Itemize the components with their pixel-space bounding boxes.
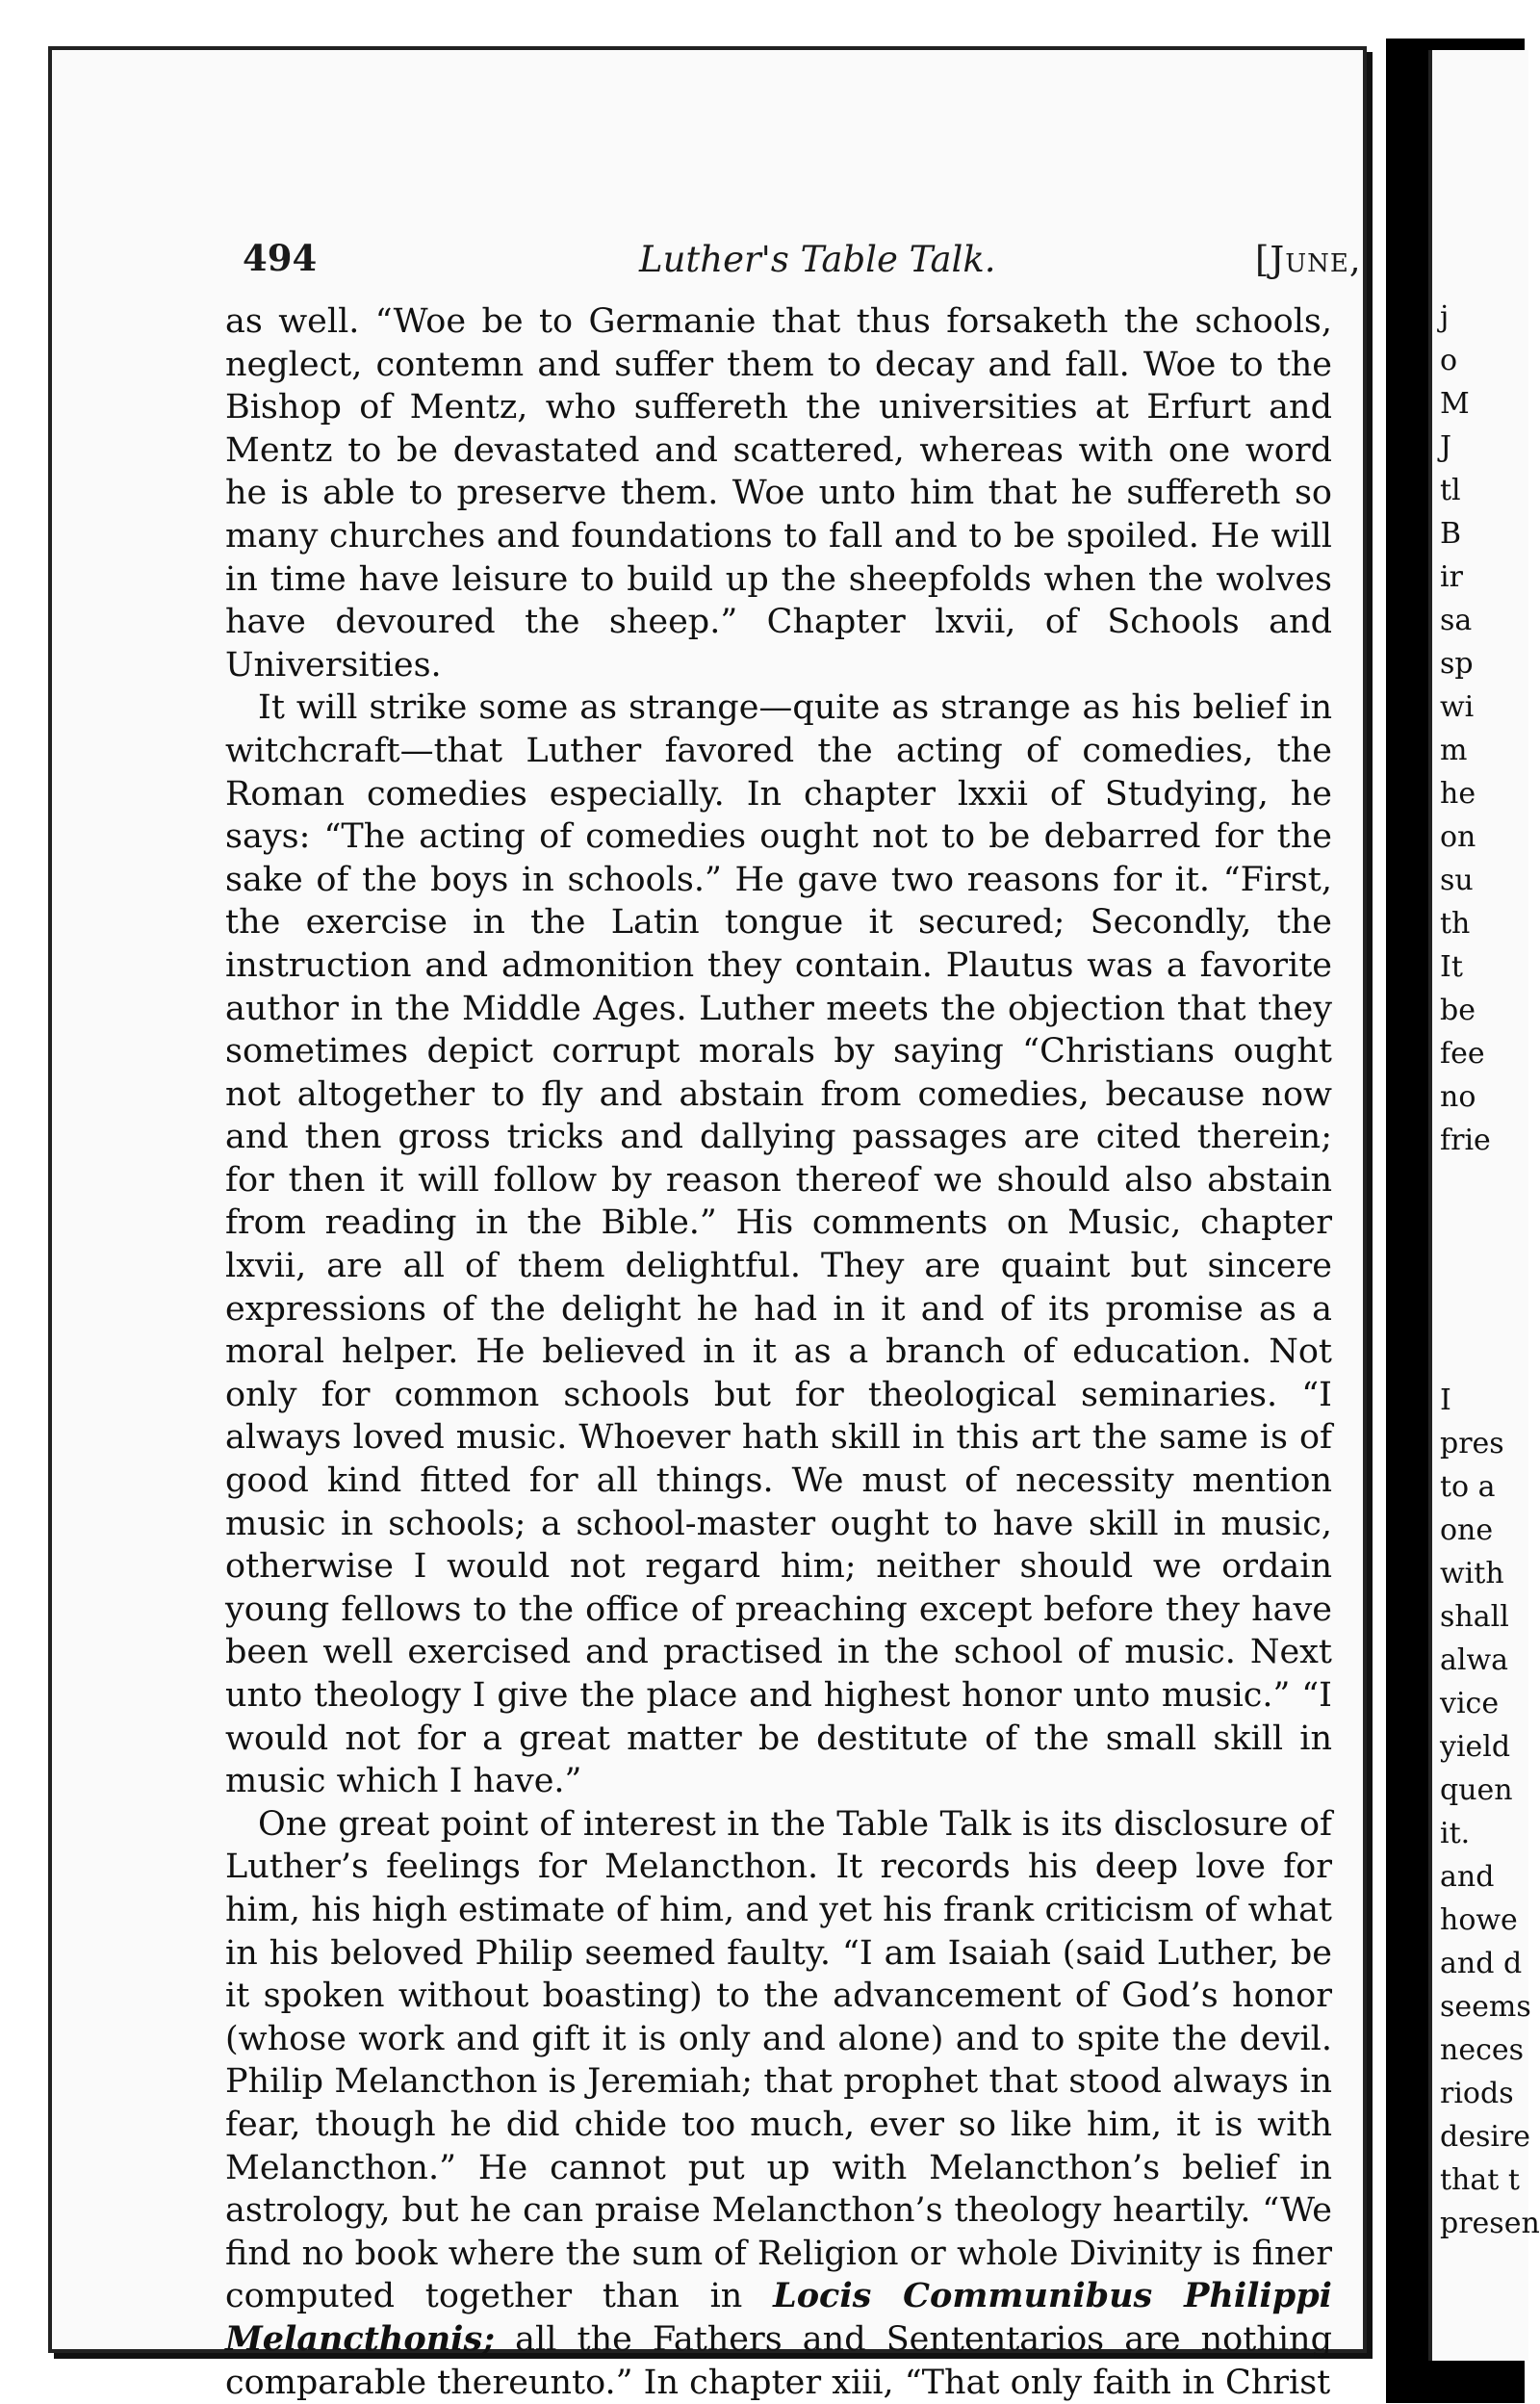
facing-page-fragment: tl: [1440, 474, 1461, 507]
facing-page-fragment: o: [1440, 344, 1458, 377]
facing-page-fragment: desire: [1440, 2120, 1531, 2154]
facing-page-fragment: ir: [1440, 560, 1463, 594]
facing-page-fragment: pres: [1440, 1427, 1504, 1460]
body-text: [225, 300, 1332, 2404]
facing-page-fragment: no: [1440, 1080, 1476, 1114]
facing-page-fragment: be: [1440, 994, 1476, 1027]
facing-page-fragment: vice: [1440, 1687, 1500, 1720]
facing-page-fragment: it.: [1440, 1817, 1471, 1850]
facing-page-fragment: sp: [1440, 647, 1474, 681]
running-header: [225, 233, 1362, 310]
facing-page-fragment: with: [1440, 1557, 1504, 1590]
page-content: [225, 233, 1362, 2404]
paragraph: It will strike some as strange—quite as strange as his belief in witchcraft—that Luther favored the acting of comedies, the Roman comedies especially. In chapter lxxii of Studying, he says: “The acting of comedies ought not to be debarred for the sake of the boys in schools.” He gave two reasons for it. “First, the exercise in the Latin tongue it secured; Secondly, the instruction and admonition they contain. Plautus was a favorite author in the Middle Ages. Luther meets the objection that they sometimes depict corrupt morals by saying “Christians ought not altogether to fly and abstain from comedies, because now and then gross tricks and dallying passages are cited therein; for then it will follow by reason thereof we should also abstain from reading in the Bible.” His comments on Music, chapter lxvii, are all of them delightful. They are quaint but sincere expressions of the delight he had in it and of its promise as a moral helper. He believed in it as a branch of education. Not only for common schools but for theological seminaries. “I always loved music. Whoever hath skill in this art the same is of good kind fitted for all things. We must of necessity mention music in schools; a school-master ought to have skill in music, otherwise I would not regard him; neither should we ordain young fellows to the office of preaching except before they have been well exercised and practised in the school of music. Next unto theology I give the place and highest honor unto music.” “I would not for a great matter be destitute of the small skill in music which I have.”: [225, 688, 1332, 1801]
facing-page-fragment: on: [1440, 820, 1476, 854]
facing-page-fragment: It: [1440, 950, 1463, 984]
facing-page-fragment: he: [1440, 777, 1476, 811]
facing-page-fragment: j: [1440, 300, 1450, 334]
facing-page-fragment: sa: [1440, 604, 1473, 637]
facing-page-fragment: neces: [1440, 2033, 1525, 2067]
facing-page-fragment: that t: [1440, 2163, 1520, 2197]
facing-page-edge: [1428, 50, 1540, 2361]
facing-page-fragment: one: [1440, 1513, 1494, 1547]
facing-page-fragment: B: [1440, 517, 1462, 551]
facing-page-fragment: M: [1440, 387, 1470, 421]
facing-page-fragment: and: [1440, 1860, 1495, 1894]
facing-page-fragment: fee: [1440, 1037, 1485, 1071]
paragraph-closing: all the Fathers and Sententarios are nothing comparable thereunto.” In chapter xiii, “That only faith in Christ: [225, 2319, 1332, 2402]
book-page: [48, 46, 1367, 2402]
facing-page-fragment: su: [1440, 864, 1474, 897]
running-title: Luther's Table Talk.: [639, 239, 996, 280]
facing-page-fragment: riods: [1440, 2077, 1514, 2110]
facing-page-fragment: shall: [1440, 1600, 1509, 1634]
facing-page-fragment: alwa: [1440, 1643, 1509, 1677]
facing-page-fragment: wi: [1440, 690, 1475, 724]
paragraph: as well. “Woe be to Germanie that thus forsaketh the schools, neglect, contemn and suffer them to decay and fall. Woe to the Bishop of Mentz, who suffereth the universities at Erfurt and Mentz to be devastated and scattered, whereas with one word he is able to preserve them. Woe unto him that he suffereth so many churches and foundations to fall and to be spoiled. He will in time have leisure to build up the sheepfolds when the wolves have devoured the sheep.” Chapter lxvii, of Schools and Universities.: [225, 302, 1332, 685]
facing-page-fragment: I: [1440, 1383, 1451, 1417]
facing-page-fragment: howe: [1440, 1903, 1518, 1937]
book-title: Locis Communibus Philippi Melancthonis;: [225, 2276, 1332, 2359]
facing-page-fragment: frie: [1440, 1124, 1491, 1157]
facing-page-fragment: quen: [1440, 1773, 1513, 1807]
facing-page-fragment: to a: [1440, 1470, 1496, 1504]
paragraph: [225, 1803, 1332, 2404]
facing-page-fragment: and d: [1440, 1947, 1523, 1980]
facing-page-fragment: J: [1440, 430, 1452, 464]
facing-page-fragment: th: [1440, 907, 1471, 941]
paragraph-text: One great point of interest in the Table Talk is its disclosure of Luther’s feelings for Melancthon. It records his deep love for him, his high estimate of him, and yet his frank criticism of what in his beloved Philip seemed faulty. “I am Isaiah (said Luther, be it spoken without boasting) to the advancement of God’s honor (whose work and gift it is only and alone) and to spite the devil. Philip Melancthon is Jeremiah; that prophet that stood always in fear, though he did chide too much, ever so like him, it is with Melancthon.” He cannot put up with Melancthon’s belief in astrology, but he can praise Melancthon’s theology heartily. “We find no book where the sum of Religion or whole Divinity is finer computed together than in: [225, 1804, 1332, 2316]
page-number: 494: [243, 237, 318, 279]
facing-page-fragment: yield: [1440, 1730, 1511, 1764]
facing-page-fragment: m: [1440, 734, 1468, 767]
facing-page-fragment: presen: [1440, 2207, 1540, 2240]
facing-page-fragment: seems: [1440, 1990, 1531, 2024]
running-month: [June,: [1255, 239, 1362, 280]
